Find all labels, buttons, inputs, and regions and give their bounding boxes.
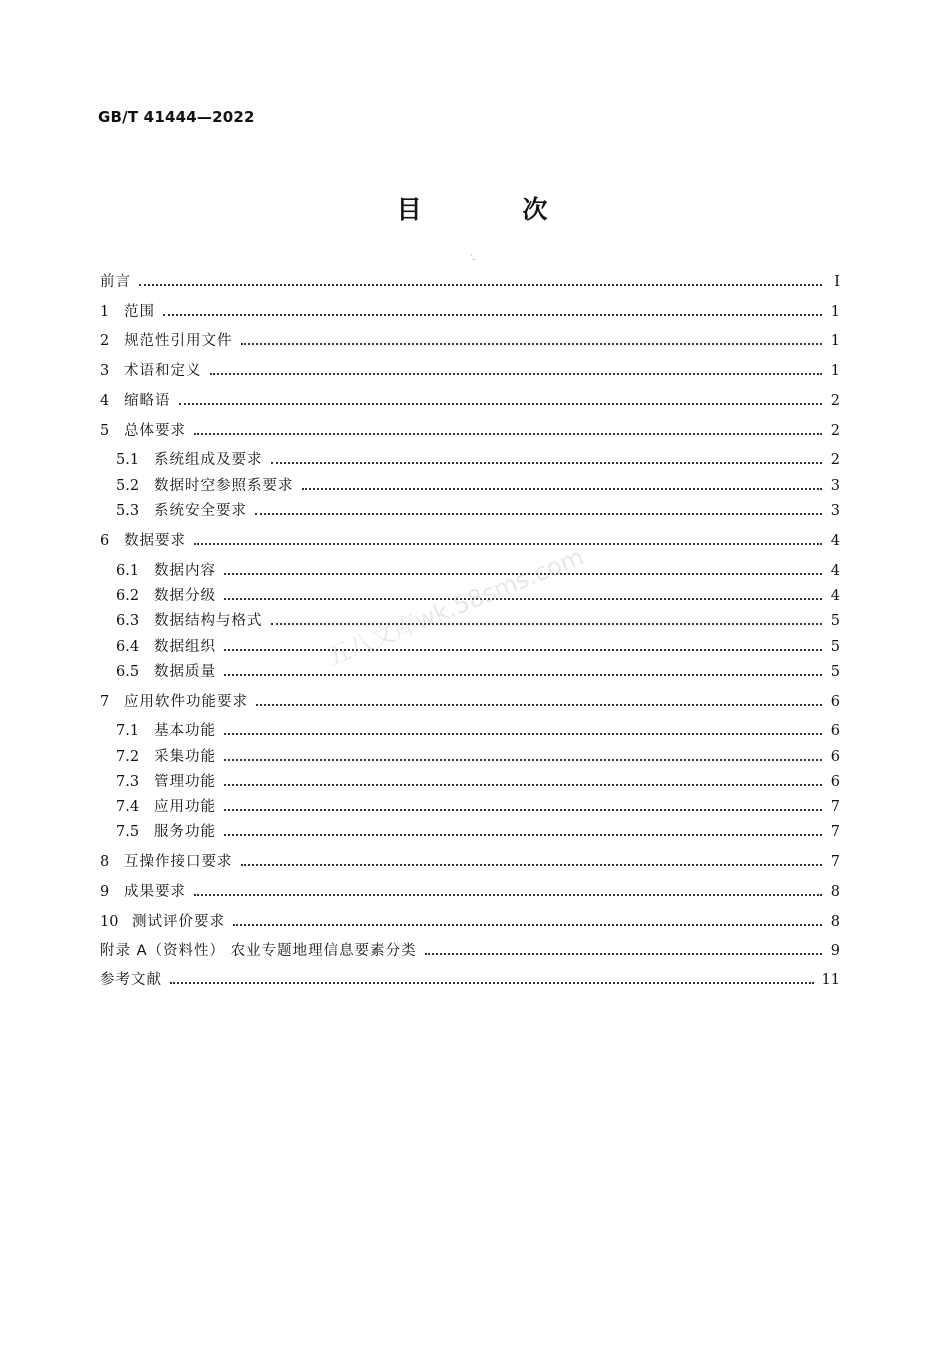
- toc-entry-title: 系统组成及要求: [154, 452, 263, 468]
- toc-entry-number: 1: [100, 304, 110, 320]
- toc-entry-title: 缩略语: [124, 393, 171, 409]
- toc-entry-6-3[interactable]: [116, 609, 840, 633]
- toc-entry-number: 6.5: [116, 664, 140, 680]
- dot-leader: [210, 373, 823, 375]
- toc-entry-page: 8: [830, 884, 840, 900]
- toc-entry-number: 4: [100, 393, 110, 409]
- toc-entry-title: 数据结构与格式: [154, 613, 263, 629]
- dot-leader: [179, 403, 823, 405]
- dot-leader: [255, 513, 822, 515]
- toc-entry-page: 2: [830, 423, 840, 439]
- toc-entry-number: 6.3: [116, 613, 140, 629]
- toc-entry-2[interactable]: [100, 329, 840, 353]
- dot-leader: [256, 704, 822, 706]
- dot-leader: [163, 314, 822, 316]
- toc-entry-page: 3: [830, 478, 840, 494]
- toc-entry-title: 前言: [100, 274, 131, 290]
- toc-entry-page: 4: [830, 533, 840, 549]
- toc-entry-page: 6: [830, 723, 840, 739]
- toc-entry-page: 11: [821, 972, 840, 988]
- toc-entry-6-1[interactable]: [116, 559, 840, 583]
- toc-entry-number: 7: [100, 694, 110, 710]
- toc-entry-number: 7.2: [116, 749, 140, 765]
- toc-entry-title: 系统安全要求: [154, 503, 247, 519]
- dot-leader: [194, 433, 822, 435]
- dot-leader: [194, 894, 822, 896]
- toc-entry-page: 5: [830, 613, 840, 629]
- toc-entry-number: 5.1: [116, 452, 140, 468]
- toc-entry-number: 7.4: [116, 799, 140, 815]
- toc-entry-number: 6.1: [116, 563, 140, 579]
- dot-leader: [224, 784, 822, 786]
- toc-entry-page: 2: [830, 393, 840, 409]
- scan-speck: ·ꞈ: [470, 251, 476, 260]
- toc-entry-page: 2: [830, 452, 840, 468]
- toc-entry-7-4[interactable]: [116, 795, 840, 819]
- toc-entry-page: 4: [830, 588, 840, 604]
- toc-entry-5-3[interactable]: [116, 499, 840, 523]
- dot-leader: [224, 674, 822, 676]
- dot-leader: [224, 573, 822, 575]
- toc-entry-7-5[interactable]: [116, 820, 840, 844]
- dot-leader: [425, 953, 822, 955]
- toc-entry-page: 9: [830, 943, 840, 959]
- toc-entry-title: 数据时空参照系要求: [154, 478, 294, 494]
- toc-entry-title: 应用功能: [154, 799, 216, 815]
- toc-entry-number: 7.1: [116, 723, 140, 739]
- dot-leader: [241, 864, 823, 866]
- toc-entry-page: 6: [830, 694, 840, 710]
- toc-entry-5-1[interactable]: [116, 448, 840, 472]
- toc-entry-7-1[interactable]: [116, 719, 840, 743]
- toc-entry-title: 管理功能: [154, 774, 216, 790]
- toc-entry-page: 1: [830, 333, 840, 349]
- toc-entry-number: 6: [100, 533, 110, 549]
- toc-entry-title: 数据要求: [124, 533, 186, 549]
- dot-leader: [224, 834, 822, 836]
- toc-entry-number: 3: [100, 363, 110, 379]
- toc-entry-number: 5.2: [116, 478, 140, 494]
- toc-entry-1[interactable]: [100, 300, 840, 324]
- toc-entry-page: 1: [830, 304, 840, 320]
- dot-leader: [233, 924, 822, 926]
- toc-entry-foreword[interactable]: [100, 270, 840, 294]
- toc-entry-title: 术语和定义: [124, 363, 202, 379]
- toc-entry-title: 基本功能: [154, 723, 216, 739]
- toc-entry-5-2[interactable]: [116, 474, 840, 498]
- dot-leader: [170, 982, 814, 984]
- toc-entry-number: 7.5: [116, 824, 140, 840]
- toc-entry-7-3[interactable]: [116, 770, 840, 794]
- standard-code: GB/T 41444—2022: [98, 108, 255, 126]
- toc-entry-title: 互操作接口要求: [124, 854, 233, 870]
- watermark: 五八文库wk.58sms.com: [322, 542, 588, 672]
- toc-entry-7-2[interactable]: [116, 745, 840, 769]
- dot-leader: [302, 488, 823, 490]
- toc-entry-title: 附录 A（资料性） 农业专题地理信息要素分类: [100, 943, 417, 959]
- dot-leader: [139, 284, 822, 286]
- toc-entry-page: 5: [830, 664, 840, 680]
- toc-entry-number: 10: [100, 914, 119, 930]
- dot-leader: [271, 462, 823, 464]
- dot-leader: [241, 343, 823, 345]
- toc-entry-page: 7: [830, 824, 840, 840]
- dot-leader: [224, 598, 822, 600]
- toc-entry-references[interactable]: [100, 968, 840, 992]
- dot-leader: [194, 543, 822, 545]
- dot-leader: [224, 733, 822, 735]
- toc-entry-9[interactable]: [100, 880, 840, 904]
- toc-entry-number: 5.3: [116, 503, 140, 519]
- toc-entry-number: 7.3: [116, 774, 140, 790]
- toc-entry-title: 范围: [124, 304, 155, 320]
- toc-entry-title: 数据分级: [154, 588, 216, 604]
- toc-entry-3[interactable]: [100, 359, 840, 383]
- toc-entry-page: 8: [830, 914, 840, 930]
- toc-entry-page: 1: [830, 363, 840, 379]
- toc-entry-title: 测试评价要求: [132, 914, 225, 930]
- toc-entry-title: 参考文献: [100, 972, 162, 988]
- toc-entry-number: 5: [100, 423, 110, 439]
- toc-entry-title: 数据组织: [154, 639, 216, 655]
- toc-entry-title: 总体要求: [124, 423, 186, 439]
- toc-entry-number: 6.4: [116, 639, 140, 655]
- toc-entry-page: 5: [830, 639, 840, 655]
- toc-entry-page: 4: [830, 563, 840, 579]
- toc-entry-title: 采集功能: [154, 749, 216, 765]
- toc-entry-10[interactable]: [100, 910, 840, 934]
- toc-entry-title: 服务功能: [154, 824, 216, 840]
- toc-entry-number: 9: [100, 884, 110, 900]
- toc-entry-title: 数据内容: [154, 563, 216, 579]
- toc-entry-page: 3: [830, 503, 840, 519]
- page-title: 目 次: [396, 195, 594, 224]
- toc-entry-title: 应用软件功能要求: [124, 694, 248, 710]
- toc-entry-number: 8: [100, 854, 110, 870]
- toc-entry-appendix-a[interactable]: [100, 939, 840, 963]
- toc-entry-page: 6: [830, 774, 840, 790]
- toc-entry-6-4[interactable]: [116, 635, 840, 659]
- dot-leader: [271, 623, 823, 625]
- toc-entry-6-2[interactable]: [116, 584, 840, 608]
- toc-entry-page: Ⅰ: [834, 274, 840, 290]
- dot-leader: [224, 649, 822, 651]
- toc-entry-8[interactable]: [100, 850, 840, 874]
- toc-entry-5[interactable]: [100, 419, 840, 443]
- toc-entry-title: 成果要求: [124, 884, 186, 900]
- toc-entry-4[interactable]: [100, 389, 840, 413]
- dot-leader: [224, 809, 822, 811]
- toc-entry-page: 7: [830, 799, 840, 815]
- toc-entry-title: 数据质量: [154, 664, 216, 680]
- dot-leader: [224, 759, 822, 761]
- toc-entry-page: 6: [830, 749, 840, 765]
- toc-entry-page: 7: [830, 854, 840, 870]
- toc-entry-number: 6.2: [116, 588, 140, 604]
- toc-entry-number: 2: [100, 333, 110, 349]
- toc-entry-6-5[interactable]: [116, 660, 840, 684]
- toc-entry-title: 规范性引用文件: [124, 333, 233, 349]
- toc-entry-7[interactable]: [100, 690, 840, 714]
- toc-entry-6[interactable]: [100, 529, 840, 553]
